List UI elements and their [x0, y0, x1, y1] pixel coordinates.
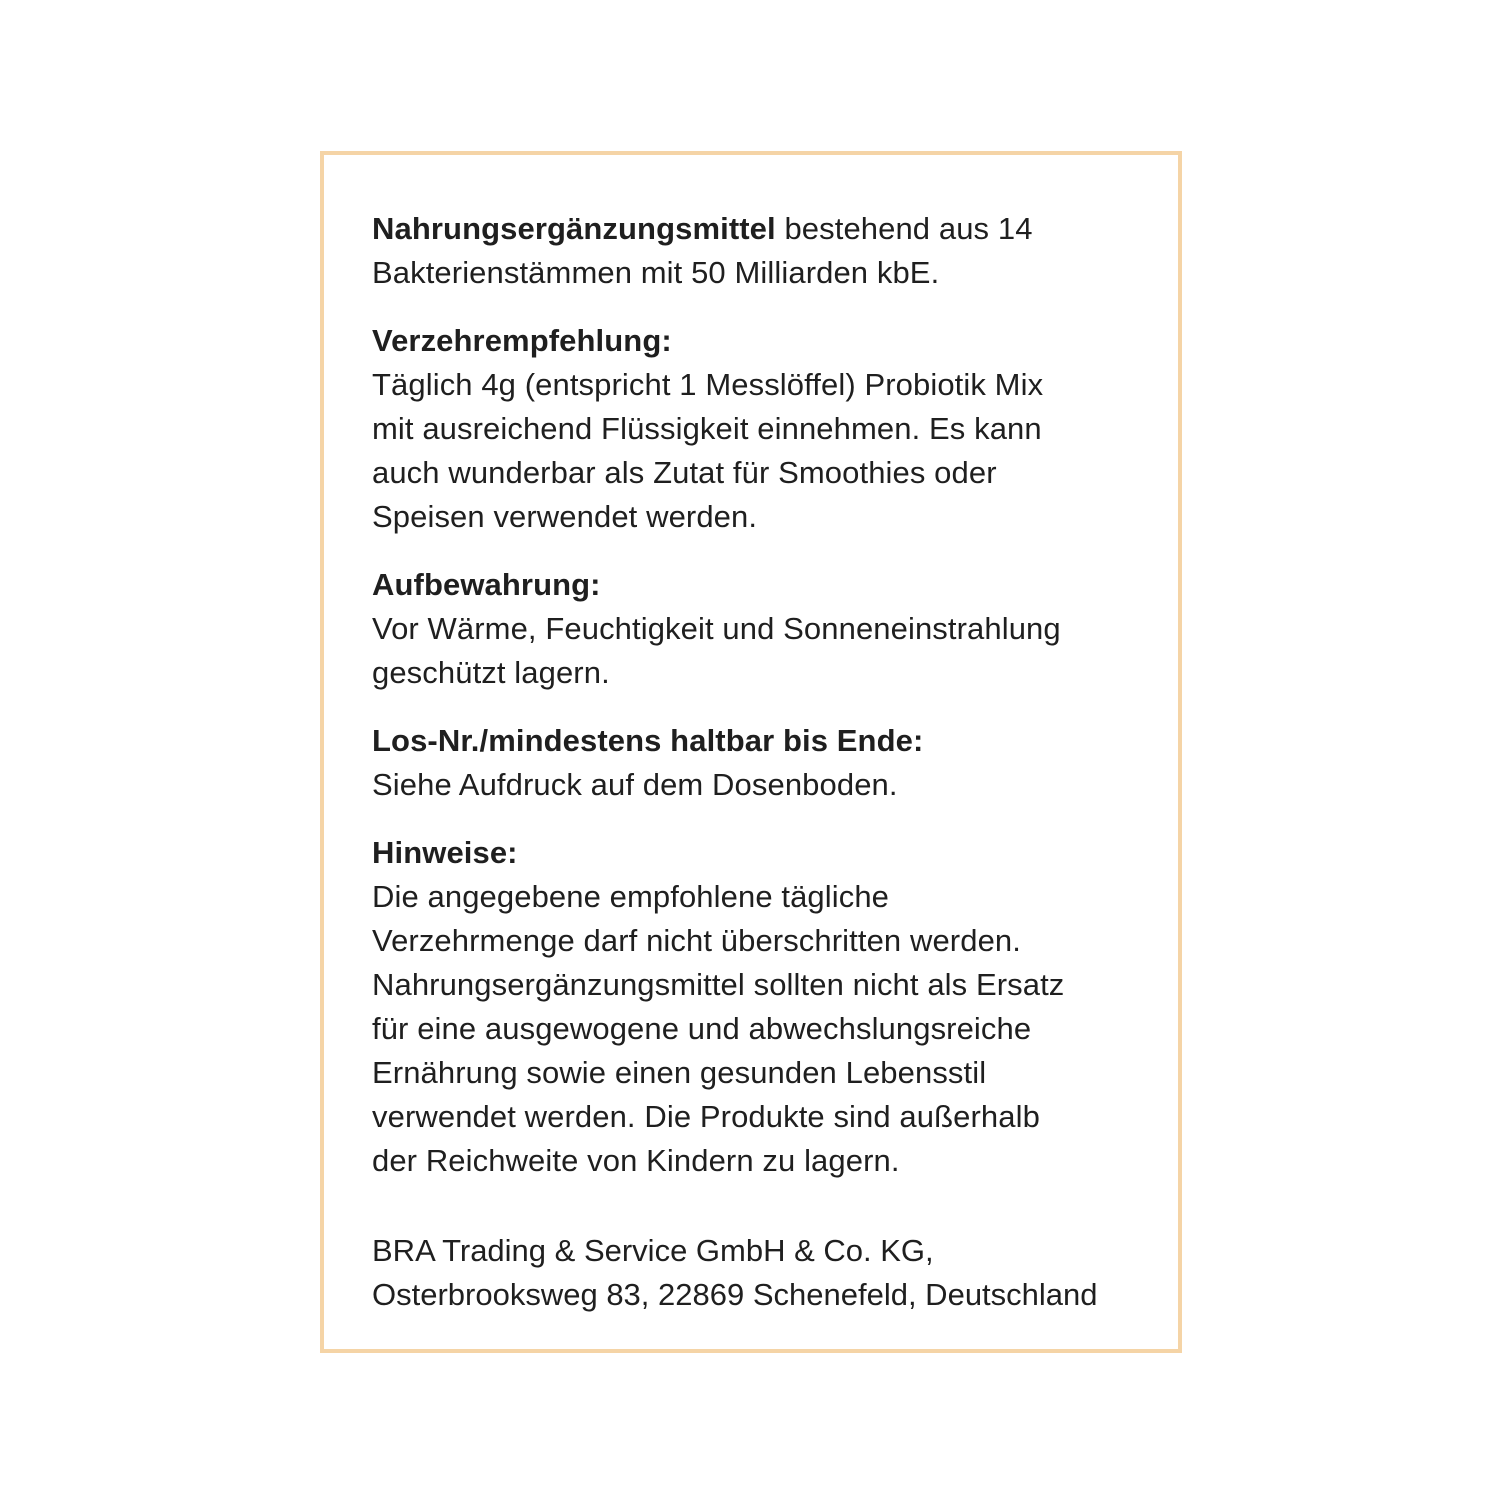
company-address	[372, 1229, 1172, 1317]
section-line: Nahrungsergänzungsmittel sollten nicht als Ersatz	[372, 967, 1065, 1002]
section-line: Speisen verwendet werden.	[372, 499, 758, 534]
section-heading: Verzehrempfehlung:	[372, 323, 672, 358]
section-aufbewahrung	[372, 563, 1152, 695]
section-line: Die angegebene empfohlene tägliche	[372, 879, 890, 914]
section-line: für eine ausgewogene und abwechslungsreiche	[372, 1011, 1032, 1046]
intro-block	[372, 207, 1152, 295]
section-line: Vor Wärme, Feuchtigkeit und Sonneneinstrahlung	[372, 611, 1061, 646]
section-line: Siehe Aufdruck auf dem Dosenboden.	[372, 767, 898, 802]
intro-line-1	[372, 207, 1152, 251]
label-content	[372, 207, 1152, 1207]
intro-bold-term: Nahrungsergänzungsmittel	[372, 211, 776, 246]
section-line: Täglich 4g (entspricht 1 Messlöffel) Probiotik Mix	[372, 367, 1044, 402]
section-heading: Hinweise:	[372, 835, 518, 870]
company-name-line: BRA Trading & Service GmbH & Co. KG,	[372, 1233, 934, 1268]
section-verzehrempfehlung	[372, 319, 1152, 539]
intro-line-2: Bakterienstämmen mit 50 Milliarden kbE.	[372, 255, 940, 290]
section-line: Verzehrmenge darf nicht überschritten werden.	[372, 923, 1021, 958]
label-box	[320, 151, 1182, 1353]
section-line: der Reichweite von Kindern zu lagern.	[372, 1143, 900, 1178]
section-line: verwendet werden. Die Produkte sind außerhalb	[372, 1099, 1040, 1134]
section-hinweise	[372, 831, 1152, 1183]
intro-rest: bestehend aus 14	[775, 211, 1033, 246]
section-line: mit ausreichend Flüssigkeit einnehmen. Es kann	[372, 411, 1042, 446]
company-address-line: Osterbrooksweg 83, 22869 Schenefeld, Deutschland	[372, 1277, 1098, 1312]
section-line: Ernährung sowie einen gesunden Lebensstil	[372, 1055, 987, 1090]
section-heading: Aufbewahrung:	[372, 567, 601, 602]
section-line: auch wunderbar als Zutat für Smoothies oder	[372, 455, 997, 490]
section-heading: Los-Nr./mindestens haltbar bis Ende:	[372, 723, 924, 758]
section-line: geschützt lagern.	[372, 655, 610, 690]
section-los-nr	[372, 719, 1152, 807]
